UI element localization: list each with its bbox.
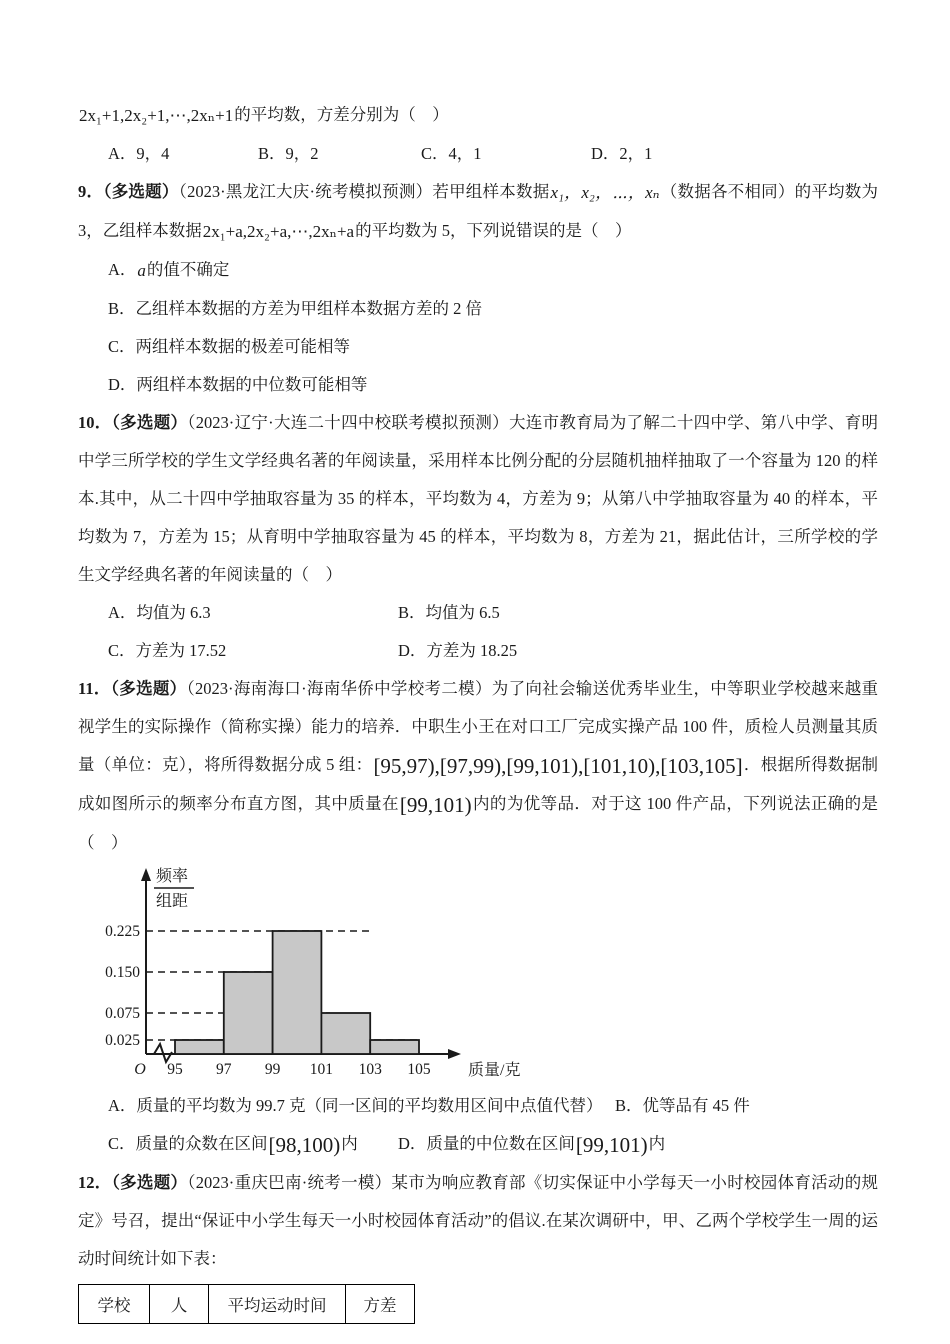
xtick-label-101: 101 [309,1061,334,1078]
table-row-header [79,1285,415,1324]
question-11-stem [78,670,878,862]
q10-source: （2023·辽宁·大连二十四中校联考模拟预测） [187,413,509,432]
bar-95-97 [175,1040,224,1054]
q9-math-a: x₁，x₂，⋯，xₙ [550,183,660,202]
q8-option-c[interactable] [421,135,591,173]
q10-option-a[interactable] [108,594,398,632]
q9-option-b-label: B． [108,299,136,318]
table-header-average: 平均运动时间 [209,1285,346,1324]
y-axis-label-denominator: 组距 [156,893,189,910]
q11-option-c-label: C． [108,1134,136,1153]
q9-option-a-math: a [137,261,146,280]
q10-option-b-label: B． [398,603,426,622]
q11-source: （2023·海南海口·海南华侨中学校考二模） [186,679,492,698]
q11-number: 11． [78,679,111,698]
q10-option-c[interactable] [108,632,398,670]
q8-stem-tail: 的平均数，方差分别为（ ） [234,105,449,124]
q8-stem-math: 2x₁+1,2x₂+1,⋯,2xₙ+1 [79,106,234,125]
q11-option-a-label: A． [108,1096,137,1115]
bar-97-99 [224,972,273,1054]
q8-option-a-text: 9，4 [136,144,170,163]
q12-source: （2023·重庆巴南·统考一模） [187,1173,392,1192]
q8-option-b[interactable] [258,135,421,173]
q11-tag: （多选题） [110,679,187,698]
question-10-stem [78,404,878,594]
q9-option-a-text: 的值不确定 [146,260,230,279]
q9-number: 9． [78,182,104,201]
xtick-label-99: 99 [264,1061,281,1078]
x-axis-arrow [448,1049,461,1059]
q10-body: 大连市教育局为了解二十四中学、第八中学、育明中学三所学校的学生文学经典名著的年阅读量，采用样本比例分配的分层随机抽样抽取了一个容量为 120 的样本.其中，从二十四中学抽取容量为 35 的样本，平均数为 4，方差为 9；从第八中学抽取容量为 40 的样本，平均数为 7，方差为 15；从育明中学抽取容量为 45 的样本，平均数为 8，方差为 21，据此估计，三所学校的学生文学经典名著的年阅读量的（ ） [78,413,879,584]
q10-option-b[interactable] [398,594,500,632]
q9-option-d-label: D． [108,375,137,394]
q9-option-c-text: 两组样本数据的极差可能相等 [135,337,351,356]
q10-option-d[interactable] [398,632,517,670]
q9-option-a-label: A． [108,260,137,279]
question-10-options [78,594,878,670]
question-9-options [78,251,878,404]
x-axis-label: 质量/克 [468,1062,521,1079]
exercise-statistics-table [78,1284,415,1324]
xtick-label-97: 97 [216,1061,232,1078]
question-9-stem [78,173,878,251]
q11-option-b[interactable] [615,1087,750,1125]
q8-option-c-text: 4，1 [448,144,482,163]
page-content [78,96,878,1324]
q8-option-a-label: A． [108,144,137,163]
q11-option-a-text: 质量的平均数为 99.7 克（同一区间的平均数用区间中点值代替） [136,1096,603,1115]
q9-option-a[interactable] [78,251,878,290]
q11-option-b-label: B． [615,1096,643,1115]
xtick-label-103: 103 [358,1061,382,1078]
q11-option-c-math: [98,100) [268,1133,341,1157]
q11-intervals: [95,97),[97,99),[99,101),[101,10),[103,105] [373,754,743,778]
q9-text-c: 的平均数为 5，下列说错误的是（ ） [355,221,632,240]
q11-good-interval: [99,101) [399,793,472,817]
q11-body-3: 内的为优等品．对于这 100 件产品，下列说法正确的是（ ） [78,794,879,852]
q11-option-d-text: 质量的中位数在区间 [426,1134,575,1153]
q9-option-b[interactable] [78,290,878,328]
bar-99-101 [273,931,322,1054]
q8-option-d-label: D． [591,144,620,163]
q11-body-1: 为了向社会输送优秀毕业生，中等职业学校越来越重视学生的实际操作（简称实操）能力的培养．中职生小王在对口工厂完成实操产品 100 件，质检人员测量其质量（单位：克），将所得数据分成 5 组： [78,679,879,774]
q11-option-d-label: D． [398,1134,427,1153]
q10-option-c-label: C． [108,641,136,660]
q10-option-d-label: D． [398,641,427,660]
q9-option-d[interactable] [78,366,878,404]
q11-option-d[interactable] [398,1125,665,1164]
xtick-label-95: 95 [167,1061,183,1078]
q10-option-b-text: 均值为 6.5 [425,603,500,622]
q10-option-d-text: 方差为 18.25 [426,641,518,660]
q8-option-d[interactable] [591,135,652,173]
ytick-label-0075: 0.075 [105,1005,140,1022]
q10-option-a-label: A． [108,603,137,622]
q10-option-c-text: 方差为 17.52 [135,641,227,660]
q11-option-d-math: [99,101) [575,1133,648,1157]
q9-option-c-label: C． [108,337,136,356]
frequency-distribution-histogram [78,862,538,1087]
question-11-options [78,1087,878,1164]
q8-option-b-text: 9，2 [285,144,319,163]
ytick-label-0150: 0.150 [105,964,140,981]
ytick-label-0225: 0.225 [105,923,140,940]
q12-body: 某市为响应教育部《切实保证中小学每天一小时校园体育活动的规定》号召，提出“保证中小学生每天一小时校园体育活动”的倡议.在某次调研中，甲、乙两个学校学生一周的运动时间统计如下表： [78,1173,878,1268]
q11-option-d-tail: 内 [648,1134,666,1153]
q9-option-b-text: 乙组样本数据的方差为甲组样本数据方差的 2 倍 [135,299,483,318]
q11-body-2: ．根据所得数据制成如图所示的频率分布直方图，其中质量在 [78,755,879,813]
q10-tag: （多选题） [111,413,188,432]
q9-option-c[interactable] [78,328,878,366]
q12-number: 12． [78,1173,112,1192]
histogram-svg [78,862,538,1087]
q8-option-a[interactable] [108,135,258,173]
q9-math-b: 2x₁+a,2x₂+a,⋯,2xₙ+a [202,222,355,241]
q9-text-b: （数据各不相同）的平均数为 3，乙组样本数据 [78,182,879,240]
q9-option-d-text: 两组样本数据的中位数可能相等 [136,375,368,394]
y-axis-label-numerator: 频率 [156,868,189,885]
table-header-people: 人 [150,1285,209,1324]
q11-option-c-text: 质量的众数在区间 [135,1134,268,1153]
table-header-school: 学校 [79,1285,150,1324]
q12-tag: （多选题） [111,1173,188,1192]
q8-option-b-label: B． [258,144,286,163]
q11-option-a[interactable] [108,1087,615,1125]
q11-option-c-tail: 内 [341,1134,358,1153]
origin-label: O [134,1061,146,1078]
ytick-label-0025: 0.025 [105,1032,140,1049]
q10-option-a-text: 均值为 6.3 [136,603,211,622]
y-axis-arrow [141,868,151,881]
xtick-label-105: 105 [407,1061,431,1078]
bar-101-103 [321,1013,370,1054]
q10-number: 10． [78,413,112,432]
table-header-variance: 方差 [346,1285,415,1324]
q9-tag: （多选题） [103,182,179,201]
q8-option-d-text: 2，1 [619,144,653,163]
question-12-stem [78,1164,878,1278]
q9-text-a: 若甲组样本数据 [432,182,550,201]
q8-option-c-label: C． [421,144,449,163]
q11-option-c[interactable] [108,1125,398,1164]
q9-source: （2023·黑龙江大庆·统考模拟预测） [178,182,433,201]
question-8-options [78,135,878,173]
q11-option-b-text: 优等品有 45 件 [642,1096,750,1115]
bar-103-105 [370,1040,419,1054]
question-8-stem [78,96,878,135]
